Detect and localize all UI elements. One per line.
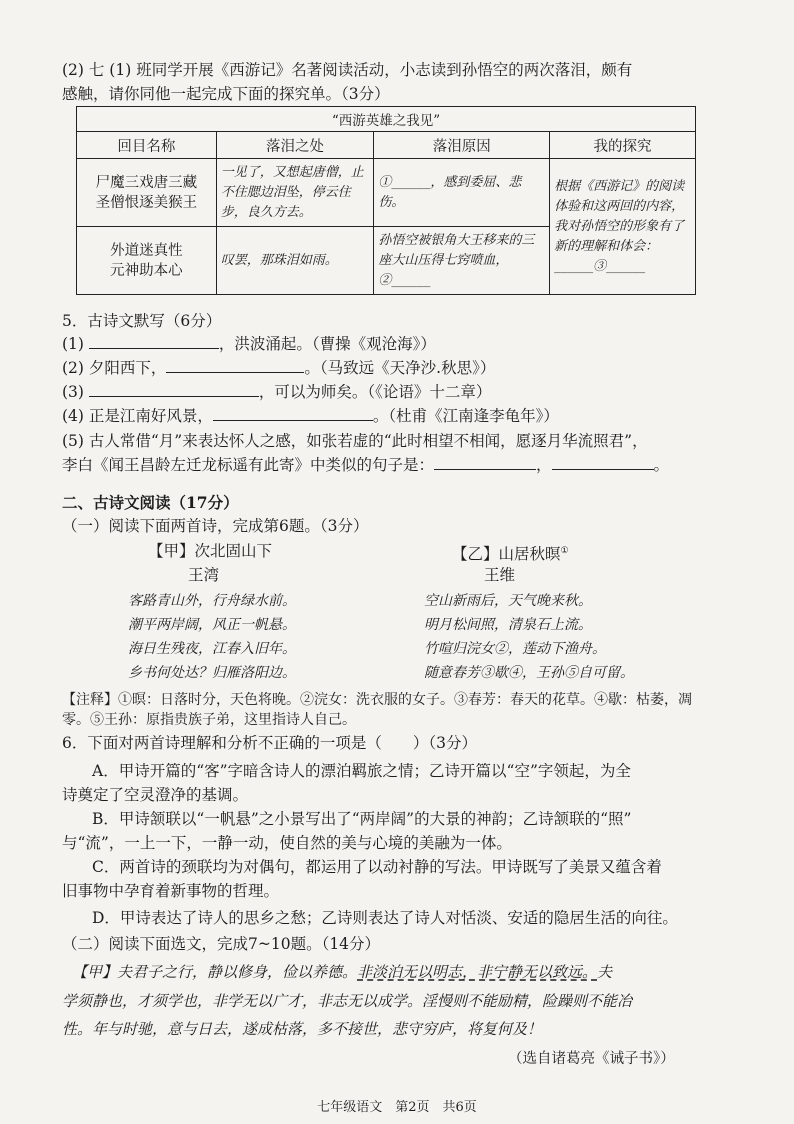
poem-b-title-note: ① [560,546,569,556]
q5-item5-post: 。 [653,456,670,474]
q5-item4-pre: (4) 正是江南好风景， [62,407,213,425]
table-header-place: 落泪之处 [216,132,374,159]
row1-tear-reason[interactable]: ①______，感到委屈、悲伤。 [374,159,550,227]
poem-a-line3: 海日生残夜，江春入旧年。 [128,641,296,657]
q5-item2 [62,358,495,378]
q5-item4-post: 。（杜甫《江南逢李龟年》） [372,407,559,425]
section2-title: 二、古诗文阅读（17分） [62,493,239,512]
inquiry-cell[interactable]: 根据《西游记》的阅读体验和这两回的内容，我对孙悟空的形象有了新的理解和体会：______③______ [550,159,696,295]
q6-option-a-line2: 诗奠定了空灵澄净的基调。 [62,786,249,804]
inquiry-table [76,106,696,295]
page-footer: 七年级语文 第2页 共6页 [317,1100,477,1115]
q5-item5-line1: (5) 古人常借“月”来表达怀人之感，如张若虚的“此时相望不相闻，愿逐月华流照君”， [62,432,648,450]
q5-item4 [62,406,559,426]
q6-option-c-line1[interactable]: C．两首诗的颈联均为对偶句，都运用了以动衬静的写法。甲诗既写了美景又蕴含着 [92,858,662,876]
poem-b-line4: 随意春芳③歇④，王孙⑤自可留。 [424,665,634,681]
q5-item1 [62,334,436,354]
q5-item2-post: 。（马致远《天净沙.秋思》） [304,359,496,377]
poem-b-line1: 空山新雨后，天气晚来秋。 [424,593,592,609]
q5-item5-pre: 李白《闻王昌龄左迁龙标遥有此寄》中类似的句子是： [62,456,435,474]
passage-line1-c: 夫 [597,963,613,981]
q5-blank3[interactable] [89,382,259,397]
q6-option-d-line1[interactable]: D．甲诗表达了诗人的思乡之愁；乙诗则表达了诗人对恬淡、安适的隐居生活的向往。 [92,909,678,927]
q5-blank4[interactable] [213,406,373,421]
poem-b-line3: 竹喧归浣女②，莲动下渔舟。 [424,641,606,657]
q4-2-line2: 感触，请你同他一起完成下面的探究单。（3分） [62,85,390,103]
notes-line1: 【注释】①暝：日落时分，天色将晚。②浣女：洗衣服的女子。③春芳：春天的花草。④歇：枯萎，凋 [62,692,692,708]
passage-line1-underlined: 非淡泊无以明志，非宁静无以致远。 [357,963,598,981]
q5-item1-pre: (1) [62,335,84,353]
poem-a-line4: 乡书何处达？归雁洛阳边。 [128,665,296,681]
q5-item3-pre: (3) [62,383,84,401]
passage-line1 [72,962,612,982]
q4-2-line1: (2) 七 (1) 班同学开展《西游记》名著阅读活动，小志读到孙悟空的两次落泪，颇有 [62,61,633,79]
notes-line2: 零。⑤王孙：原指贵族子弟，这里指诗人自己。 [62,712,356,728]
poem-b-title [452,541,569,564]
poem-a-line2: 潮平两岸阔，风正一帆悬。 [128,617,296,633]
q5-item2-pre: (2) 夕阳西下， [62,359,167,377]
row1-chapter-l1: 尸魔三戏唐三藏 [95,174,198,191]
row1-chapter [77,159,217,227]
passage-line1-a: 【甲】夫君子之行，静以修身，俭以养德。 [72,963,358,981]
q5-item3 [62,382,491,402]
row2-tear-place: 叹罢，那珠泪如雨。 [216,227,374,295]
passage-line3: 性。年与时驰，意与日去，遂成枯落，多不接世，悲守穷庐，将复何及！ [62,1020,543,1038]
q6-option-a-line1[interactable]: A．甲诗开篇的“客”字暗含诗人的漂泊羁旅之情；乙诗开篇以“空”字领起，为全 [92,762,631,780]
poem-b-title-text: 【乙】山居秋暝 [452,545,561,564]
q6-option-b-line2: 与“流”，一上一下，一静一动，使自然的美与心境的美融为一体。 [62,834,512,852]
poem-a-author: 王湾 [188,566,220,584]
q5-item1-post: ，洪波涌起。（曹操《观沧海》） [218,335,436,353]
section2-sub1: （一）阅读下面两首诗，完成第6题。（3分） [62,517,369,535]
section2-sub2: （二）阅读下面选文，完成7~10题。（14分） [62,935,381,953]
q6-option-c-line2: 旧事物中孕育着新事物的哲理。 [62,882,280,900]
table-header-reason: 落泪原因 [374,132,550,159]
q5-blank1[interactable] [89,334,219,349]
q5-item3-post: ，可以为师矣。（《论语》十二章） [258,383,492,401]
poem-a-title: 【甲】次北固山下 [148,542,273,560]
poem-b-author: 王维 [484,566,516,584]
q5-blank2[interactable] [166,358,304,373]
row2-chapter-l1: 外道迷真性 [110,242,183,259]
row2-chapter [77,227,217,295]
q6-option-b-line1[interactable]: B．甲诗颔联以“一帆悬”之小景写出了“两岸阔”的大景的神韵；乙诗颔联的“照” [92,810,632,828]
table-header-inquiry: 我的探究 [550,132,696,159]
passage-line2: 学须静也，才须学也，非学无以广才，非志无以成学。淫慢则不能励精，险躁则不能冶 [62,992,633,1010]
q5-item5-mid: ， [536,456,552,474]
q5-title: 5．古诗文默写（6分） [62,312,222,330]
table-header-name: 回目名称 [77,132,217,159]
q5-item5-line2 [62,455,669,475]
passage-source: （选自诸葛亮《诫子书》） [508,1051,675,1067]
row2-chapter-l2: 元神助本心 [110,262,183,279]
row1-tear-place: 一见了，又想起唐僧，止不住腮边泪坠，停云住步，良久方去。 [216,159,374,227]
q6-stem: 6．下面对两首诗理解和分析不正确的一项是（ ）（3分） [62,734,477,752]
q5-blank5a[interactable] [434,455,536,470]
poem-a-line1: 客路青山外，行舟绿水前。 [128,593,296,609]
q5-blank5b[interactable] [552,455,654,470]
row1-chapter-l2: 圣僧恨逐美猴王 [95,194,198,211]
row2-tear-reason[interactable]: 孙悟空被银角大王移来的三座大山压得七窍喷血，②______ [374,227,550,295]
poem-b-line2: 明月松间照，清泉石上流。 [424,617,592,633]
table-caption: “西游英雄之我见” [77,107,696,132]
